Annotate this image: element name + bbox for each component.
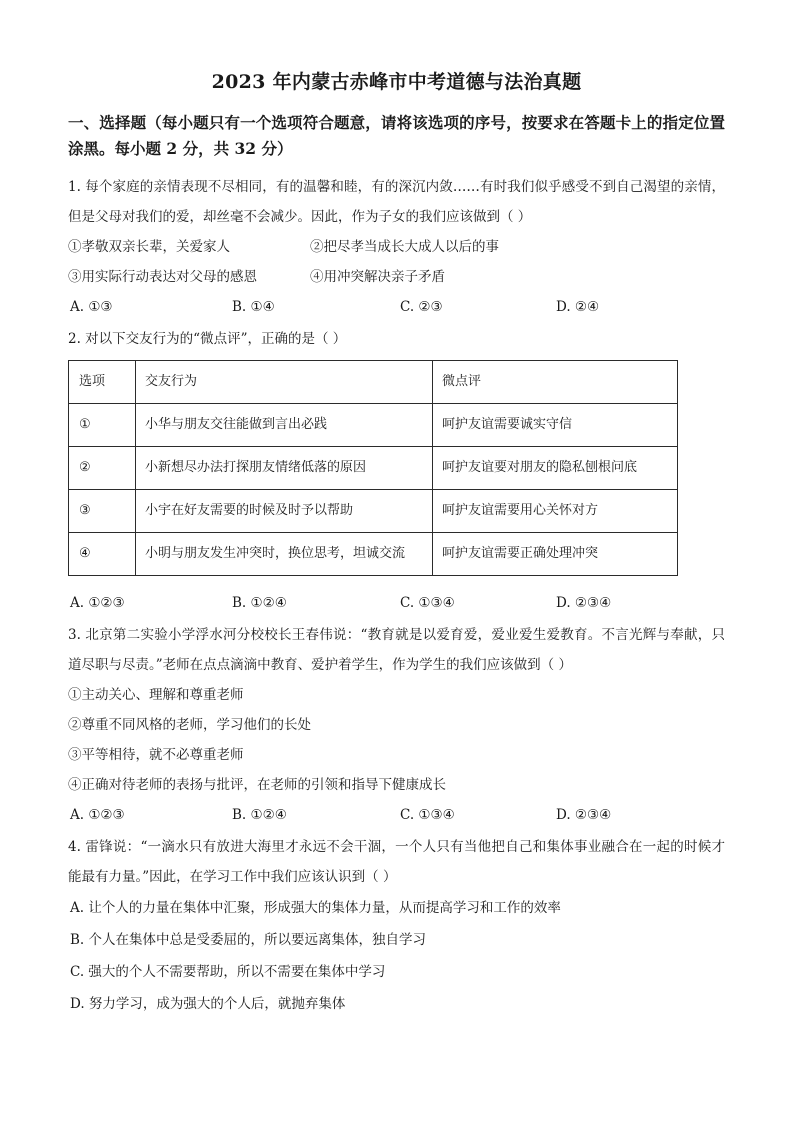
table-header-behavior: 交友行为	[136, 361, 433, 404]
answer-choice-c[interactable]: C. ②③	[400, 299, 443, 315]
row-behavior: 小华与朋友交往能做到言出必践	[136, 404, 433, 447]
question-2	[68, 324, 725, 618]
row-behavior: 小新想尽办法打探朋友情绪低落的原因	[136, 447, 433, 490]
answer-choice-a[interactable]: A. ①②③	[70, 807, 125, 823]
table-row	[69, 447, 678, 490]
question-4-stem: 4. 雷锋说：“一滴水只有放进大海里才永远不会干涸，一个人只有当他把自己和集体事业融合在一起的时候才能最有力量。”因此，在学习工作中我们应该认识到（ ）	[68, 839, 725, 885]
answer-choice-a[interactable]: A. ①②③	[70, 595, 125, 611]
answer-choice-b[interactable]: B. ①④	[232, 299, 275, 315]
friendship-behavior-table	[68, 360, 678, 576]
sub-option-4: ④用冲突解决亲子矛盾	[310, 269, 445, 285]
table-header-option: 选项	[69, 361, 136, 404]
page-title: 2023 年内蒙古赤峰市中考道德与法治真题	[211, 71, 582, 93]
question-1-answers	[68, 292, 725, 322]
question-3	[68, 620, 725, 830]
row-review: 呵护友谊要对朋友的隐私刨根问底	[433, 447, 678, 490]
row-option: ③	[69, 490, 136, 533]
sub-option-2: ②尊重不同风格的老师，学习他们的长处	[68, 717, 311, 733]
row-review: 呵护友谊需要用心关怀对方	[433, 490, 678, 533]
row-review: 呵护友谊需要诚实守信	[433, 404, 678, 447]
question-1-sub-options	[68, 232, 725, 292]
sub-option-3: ③平等相待，就不必尊重老师	[68, 747, 244, 763]
row-behavior: 小明与朋友发生冲突时，换位思考，坦诚交流	[136, 533, 433, 576]
answer-choice-b[interactable]: B. ①②④	[232, 807, 287, 823]
answer-choice-d[interactable]: D. ②③④	[556, 807, 612, 823]
table-row	[69, 404, 678, 447]
question-2-stem: 2. 对以下交友行为的“微点评”，正确的是（ ）	[68, 331, 347, 347]
row-review: 呵护友谊需要正确处理冲突	[433, 533, 678, 576]
answer-choice-d[interactable]: D. ②④	[556, 299, 600, 315]
answer-choice-c[interactable]: C. ①③④	[400, 595, 455, 611]
question-3-stem: 3. 北京第二实验小学浮水河分校校长王春伟说：“教育就是以爱育爱，爱业爱生爱教育。不言光辉与奉献，只道尽职与尽责。”老师在点点滴滴中教育、爱护着学生，作为学生的我们应该做到（ ）	[68, 627, 725, 673]
table-header-row	[69, 361, 678, 404]
sub-option-1: ①孝敬双亲长辈，关爱家人	[68, 239, 230, 255]
question-4-option-d[interactable]: D. 努力学习，成为强大的个人后，就抛弃集体	[70, 996, 346, 1012]
question-4-option-c[interactable]: C. 强大的个人不需要帮助，所以不需要在集体中学习	[70, 964, 386, 980]
row-option: ②	[69, 447, 136, 490]
table-row	[69, 533, 678, 576]
answer-choice-d[interactable]: D. ②③④	[556, 595, 612, 611]
row-behavior: 小宇在好友需要的时候及时予以帮助	[136, 490, 433, 533]
section-heading: 一、选择题（每小题只有一个选项符合题意，请将该选项的序号，按要求在答题卡上的指定位置涂黑。每小题 2 分，共 32 分）	[68, 113, 725, 158]
question-4-option-b[interactable]: B. 个人在集体中总是受委屈的，所以要远离集体，独自学习	[70, 932, 427, 948]
sub-option-2: ②把尽孝当成长大成人以后的事	[310, 239, 499, 255]
sub-option-3: ③用实际行动表达对父母的感恩	[68, 269, 257, 285]
answer-choice-c[interactable]: C. ①③④	[400, 807, 455, 823]
question-3-answers	[68, 800, 725, 830]
row-option: ①	[69, 404, 136, 447]
table-header-review: 微点评	[433, 361, 678, 404]
question-4	[68, 832, 725, 1020]
answer-choice-a[interactable]: A. ①③	[70, 299, 113, 315]
question-1	[68, 172, 725, 322]
question-1-stem: 1. 每个家庭的亲情表现不尽相同，有的温馨和睦，有的深沉内敛……有时我们似乎感受不到自己渴望的亲情，但是父母对我们的爱，却丝毫不会减少。因此，作为子女的我们应该做到（ ）	[68, 179, 725, 225]
question-2-answers	[68, 588, 725, 618]
row-option: ④	[69, 533, 136, 576]
sub-option-1: ①主动关心、理解和尊重老师	[68, 687, 244, 703]
question-4-option-a[interactable]: A. 让个人的力量在集体中汇聚，形成强大的集体力量，从而提高学习和工作的效率	[70, 900, 561, 916]
sub-option-4: ④正确对待老师的表扬与批评，在老师的引领和指导下健康成长	[68, 777, 446, 793]
question-3-sub-options	[68, 680, 725, 800]
table-row	[69, 490, 678, 533]
answer-choice-b[interactable]: B. ①②④	[232, 595, 287, 611]
